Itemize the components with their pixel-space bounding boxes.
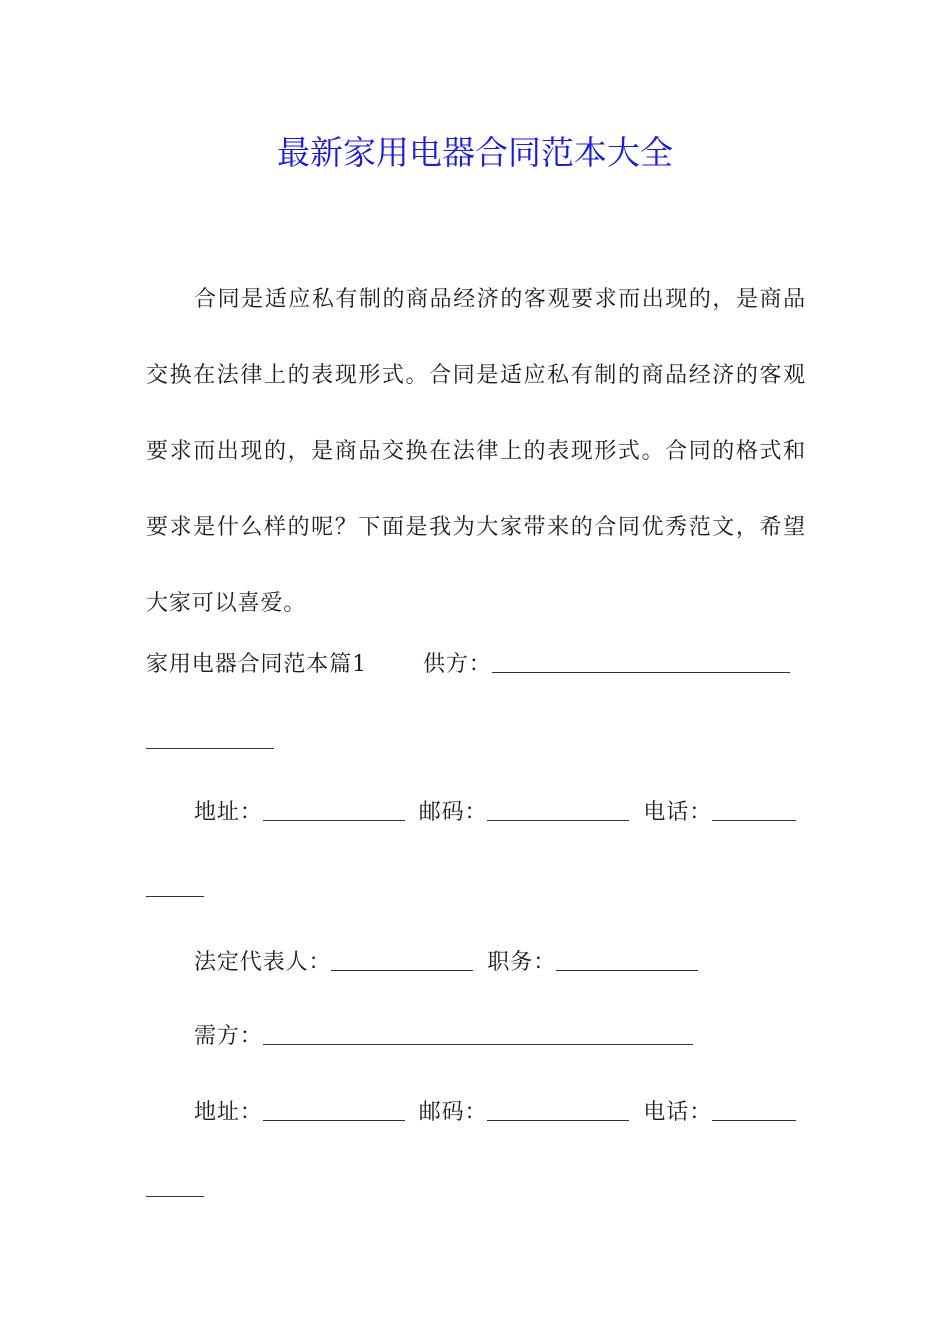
- supplier-rep-row: [194, 938, 698, 983]
- buyer-line: [194, 1012, 693, 1057]
- supplier-position-blank[interactable]: [556, 940, 698, 971]
- supplier-postcode-blank[interactable]: [487, 790, 629, 821]
- supplier-label: 供方：: [423, 652, 492, 677]
- supplier-postcode-label: 邮码：: [418, 800, 488, 825]
- supplier-phone-blank[interactable]: [712, 790, 796, 821]
- supplier-line: [146, 640, 790, 685]
- buyer-label: 需方：: [194, 1024, 263, 1049]
- buyer-postcode-label: 邮码：: [418, 1100, 488, 1125]
- buyer-address-label: 地址：: [194, 1100, 263, 1125]
- supplier-name-blank[interactable]: [492, 642, 790, 673]
- buyer-phone-continuation: [146, 1164, 204, 1209]
- supplier-position-label: 职务：: [487, 950, 557, 975]
- supplier-address-label: 地址：: [194, 800, 263, 825]
- section-heading: 家用电器合同范本篇1: [146, 652, 367, 677]
- supplier-contact-row: [194, 788, 796, 833]
- buyer-phone-blank-cont[interactable]: [146, 1166, 204, 1197]
- intro-paragraph: 合同是适应私有制的商品经济的客观要求而出现的，是商品交换在法律上的表现形式。合同是适应私有制的商品经济的客观要求而出现的，是商品交换在法律上的表现形式。合同的格式和要求是什么样的呢？下面是我为大家带来的合同优秀范文，希望大家可以喜爱。: [146, 287, 806, 616]
- buyer-phone-blank[interactable]: [712, 1090, 796, 1121]
- supplier-address-blank[interactable]: [263, 790, 405, 821]
- supplier-line-continuation: [146, 716, 274, 761]
- supplier-phone-continuation: [146, 864, 204, 909]
- buyer-contact-row: [194, 1088, 796, 1133]
- supplier-phone-blank-cont[interactable]: [146, 866, 204, 897]
- buyer-address-blank[interactable]: [263, 1090, 405, 1121]
- supplier-phone-label: 电话：: [643, 800, 713, 825]
- supplier-rep-blank[interactable]: [331, 940, 473, 971]
- supplier-name-blank-cont[interactable]: [146, 718, 274, 749]
- buyer-postcode-blank[interactable]: [487, 1090, 629, 1121]
- supplier-rep-label: 法定代表人：: [194, 950, 332, 975]
- document-title: 最新家用电器合同范本大全: [277, 133, 673, 172]
- buyer-name-blank[interactable]: [263, 1014, 693, 1045]
- buyer-phone-label: 电话：: [643, 1100, 713, 1125]
